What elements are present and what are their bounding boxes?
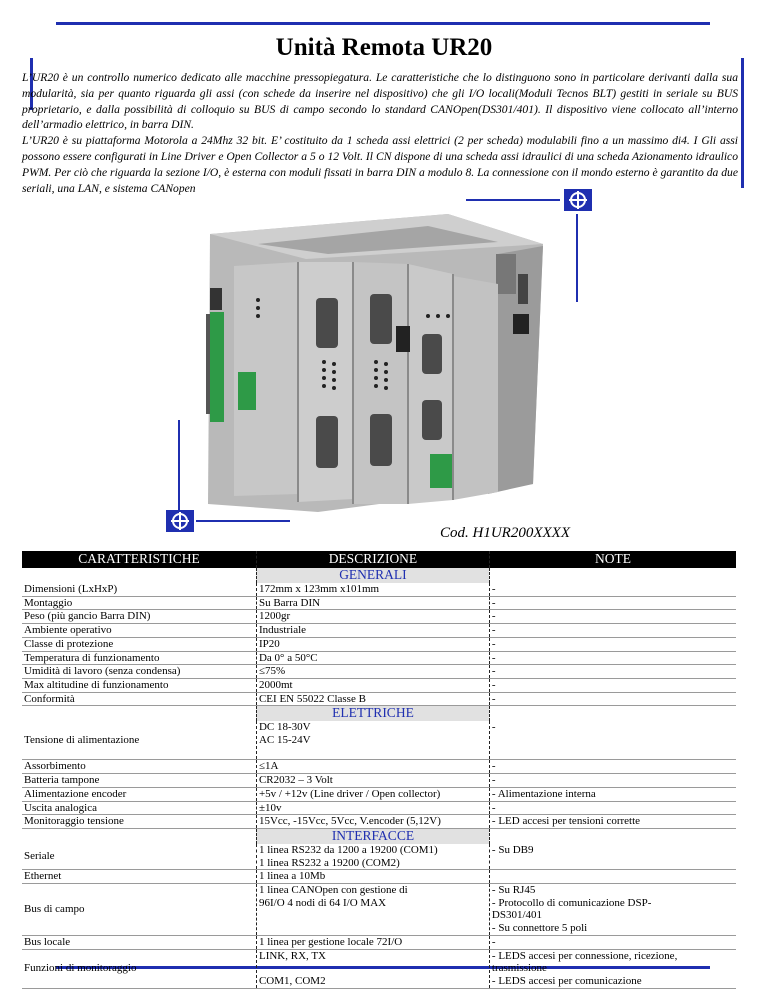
callout-line-bottom xyxy=(196,520,290,522)
table-row xyxy=(22,610,736,624)
spec-description xyxy=(256,665,489,679)
section-spacer xyxy=(489,828,736,844)
description-line: 1 linea per gestione locale 72I/O xyxy=(258,935,403,948)
description-line: IP20 xyxy=(258,637,280,650)
description-line: +5v / +12v (Line driver / Open collector) xyxy=(258,787,441,800)
spec-note xyxy=(489,815,736,829)
table-row xyxy=(22,935,736,949)
description-line: 2000mt xyxy=(258,678,293,691)
note-line: - xyxy=(491,801,496,814)
spec-description xyxy=(256,884,489,936)
table-row xyxy=(22,678,736,692)
note-line: - xyxy=(491,678,496,691)
note-line: - Su DB9 xyxy=(491,843,534,856)
spec-label: Temperatura di funzionamento xyxy=(22,651,256,665)
note-line xyxy=(492,857,734,870)
header-caratteristiche: CARATTERISTICHE xyxy=(22,551,256,568)
description-line: 1 linea RS232 da 1200 a 19200 (COM1) xyxy=(258,843,438,856)
header-descrizione: DESCRIZIONE xyxy=(256,551,489,568)
description-line: LINK, RX, TX xyxy=(258,949,326,962)
product-code: Cod. H1UR200XXXX xyxy=(440,525,570,541)
table-row xyxy=(22,787,736,801)
section-spacer xyxy=(22,828,256,844)
table-row xyxy=(22,665,736,679)
description-line: ≤1A xyxy=(258,760,279,773)
spec-description xyxy=(256,637,489,651)
spec-note xyxy=(489,596,736,610)
description-line: ≤75% xyxy=(258,665,286,678)
description-line: CEI EN 55022 Classe B xyxy=(258,692,366,705)
description-line xyxy=(259,909,487,922)
page-title: Unità Remota UR20 xyxy=(275,34,493,61)
note-line: - xyxy=(491,624,496,637)
note-line: - xyxy=(491,774,496,787)
spec-note xyxy=(489,692,736,706)
table-row xyxy=(22,774,736,788)
table-row xyxy=(22,815,736,829)
product-photo xyxy=(198,214,548,514)
spec-label: Conformità xyxy=(22,692,256,706)
note-line xyxy=(492,747,734,760)
note-line: - LED accesi per tensioni corrette xyxy=(491,815,641,828)
spec-label: Bus locale xyxy=(22,935,256,949)
callout-line-top-vertical xyxy=(576,214,578,302)
table-row xyxy=(22,870,736,884)
table-header-row xyxy=(22,551,736,568)
spec-description xyxy=(256,760,489,774)
spec-label: Funzioni di monitoraggio xyxy=(22,949,256,988)
spec-note xyxy=(489,637,736,651)
table-row xyxy=(22,844,736,870)
spec-label: Montaggio xyxy=(22,596,256,610)
description-line: 172mm x 123mm x101mm xyxy=(258,583,380,595)
note-line: - xyxy=(491,721,496,734)
spec-label: Assorbimento xyxy=(22,760,256,774)
description-line: Industriale xyxy=(258,624,307,637)
spec-description xyxy=(256,815,489,829)
spec-label: Peso (più gancio Barra DIN) xyxy=(22,610,256,624)
table-row xyxy=(22,596,736,610)
section-spacer xyxy=(489,706,736,722)
spec-table-body xyxy=(22,568,736,988)
note-line: DS301/401 xyxy=(491,909,543,922)
spec-label: Uscita analogica xyxy=(22,801,256,815)
description-line: 15Vcc, -15Vcc, 5Vcc, V.encoder (5,12V) xyxy=(258,815,441,828)
section-row xyxy=(22,828,736,844)
spec-note xyxy=(489,884,736,936)
description-line xyxy=(259,922,487,935)
spec-note xyxy=(489,624,736,638)
description-line xyxy=(259,962,487,975)
table-row xyxy=(22,692,736,706)
spec-note xyxy=(489,844,736,870)
spec-note xyxy=(489,801,736,815)
spec-description xyxy=(256,583,489,596)
callout-line-top xyxy=(466,199,560,201)
section-row xyxy=(22,706,736,722)
note-line: trasmissione xyxy=(491,962,547,975)
spec-note xyxy=(489,665,736,679)
table-row xyxy=(22,637,736,651)
note-line: - xyxy=(491,651,496,664)
note-line: - LEDS accesi per connessione, ricezione, xyxy=(491,949,678,962)
spec-description xyxy=(256,949,489,988)
spec-label: Classe di protezione xyxy=(22,637,256,651)
spec-description xyxy=(256,610,489,624)
spec-description xyxy=(256,935,489,949)
description-line: 1 linea a 10Mb xyxy=(258,870,326,883)
spec-description xyxy=(256,774,489,788)
table-row xyxy=(22,949,736,988)
description-line: DC 18-30V xyxy=(258,721,311,734)
spec-note xyxy=(489,721,736,760)
intro-paragraph: L’UR20 è su piattaforma Motorola a 24Mhz 32 bit. E’ costituito da 1 scheda assi elettrici (2 per scheda) modulabili fino a un massimo di4. I Gli assi possono essere configurati in Line Driver e Open Collector a 5 o 12 Volt. Il CN dispone di una scheda assi idraulici di una scheda Azionamento idraulico PWM. Per ciò che riguarda la sezione I/O, è esterna con moduli fissati in barra DIN a modulo 8. La connessione con il mondo esterno è garantito da due seriali, una LAN, e sistema CANopen xyxy=(22,134,738,195)
section-title: GENERALI xyxy=(256,568,489,583)
spec-label: Alimentazione encoder xyxy=(22,787,256,801)
note-line: - xyxy=(491,935,496,948)
note-line: - xyxy=(491,665,496,678)
top-rule xyxy=(56,22,710,25)
spec-description xyxy=(256,844,489,870)
table-row xyxy=(22,583,736,596)
spec-description xyxy=(256,596,489,610)
spec-description xyxy=(256,787,489,801)
spec-label: Seriale xyxy=(22,844,256,870)
section-title: INTERFACCE xyxy=(256,828,489,844)
table-row xyxy=(22,801,736,815)
table-row xyxy=(22,721,736,760)
description-line: CR2032 – 3 Volt xyxy=(258,774,333,787)
section-title: ELETTRICHE xyxy=(256,706,489,722)
note-line: - LEDS accesi per comunicazione xyxy=(491,974,642,987)
section-spacer xyxy=(22,568,256,583)
spec-label: Dimensioni (LxHxP) xyxy=(22,583,256,596)
note-line: - Su connettore 5 poli xyxy=(491,922,588,935)
description-line: ±10v xyxy=(258,801,282,814)
spec-description xyxy=(256,651,489,665)
spec-label: Batteria tampone xyxy=(22,774,256,788)
crosshair-target-icon xyxy=(564,189,592,211)
table-row xyxy=(22,760,736,774)
spec-label: Tensione di alimentazione xyxy=(22,721,256,760)
description-line: 1200gr xyxy=(258,610,291,623)
description-line: 96I/O 4 nodi di 64 I/O MAX xyxy=(258,896,387,909)
note-line: - Su RJ45 xyxy=(491,884,536,897)
note-line: - Protocollo di comunicazione DSP- xyxy=(491,896,652,909)
header-note: NOTE xyxy=(489,551,736,568)
right-side-rule xyxy=(741,58,744,188)
description-line: Da 0° a 50°C xyxy=(258,651,318,664)
spec-label: Max altitudine di funzionamento xyxy=(22,678,256,692)
description-line: AC 15-24V xyxy=(258,734,311,747)
description-line: Su Barra DIN xyxy=(258,596,321,609)
note-line: - xyxy=(491,610,496,623)
spec-description xyxy=(256,801,489,815)
note-line: - Alimentazione interna xyxy=(491,787,596,800)
note-line: - xyxy=(491,583,496,595)
crosshair-target-icon xyxy=(166,510,194,532)
note-line: - xyxy=(491,637,496,650)
spec-note xyxy=(489,774,736,788)
spec-note xyxy=(489,870,736,884)
spec-note xyxy=(489,949,736,988)
description-line: 1 linea CANOpen con gestione di xyxy=(258,884,408,897)
callout-line-bottom-vertical xyxy=(178,420,180,510)
spec-label: Ambiente operativo xyxy=(22,624,256,638)
spec-note xyxy=(489,935,736,949)
spec-note xyxy=(489,787,736,801)
intro-paragraph: L’UR20 è un controllo numerico dedicato alle macchine pressopiegatura. Le caratteristiche che lo distinguono sono in particolare derivanti dalla sua modularità, sia per quanto riguarda gli assi (con schede da inserire nel dispositivo) che gli I/O locali(Moduli Tecnos BLT) gestiti in seriale su BUS proprietario, e dalla possibilità di colloquio su BUS di campo secondo lo standard CANOpen(DS301/401). Il dispositivo viene collocato all’interno dell’armadio elettrico, in barra DIN. xyxy=(22,71,738,132)
description-line: 1 linea RS232 a 19200 (COM2) xyxy=(258,856,400,869)
note-line: - xyxy=(491,760,496,773)
spec-note xyxy=(489,651,736,665)
spec-note xyxy=(489,583,736,596)
spec-description xyxy=(256,721,489,760)
note-line xyxy=(492,870,734,883)
description-line xyxy=(259,747,487,760)
spec-description xyxy=(256,870,489,884)
note-line: - xyxy=(491,692,496,705)
table-row xyxy=(22,884,736,936)
table-row xyxy=(22,624,736,638)
description-line: COM1, COM2 xyxy=(258,974,326,987)
table-row xyxy=(22,651,736,665)
note-line: - xyxy=(491,596,496,609)
spec-note xyxy=(489,678,736,692)
spec-label: Umidità di lavoro (senza condensa) xyxy=(22,665,256,679)
spec-description xyxy=(256,624,489,638)
spec-label: Monitoraggio tensione xyxy=(22,815,256,829)
intro-text xyxy=(22,70,738,196)
spec-label: Ethernet xyxy=(22,870,256,884)
spec-note xyxy=(489,760,736,774)
spec-description xyxy=(256,678,489,692)
section-spacer xyxy=(22,706,256,722)
spec-label: Bus di campo xyxy=(22,884,256,936)
spec-table xyxy=(22,551,736,989)
section-row xyxy=(22,568,736,583)
spec-note xyxy=(489,610,736,624)
spec-description xyxy=(256,692,489,706)
note-line xyxy=(492,734,734,747)
section-spacer xyxy=(489,568,736,583)
